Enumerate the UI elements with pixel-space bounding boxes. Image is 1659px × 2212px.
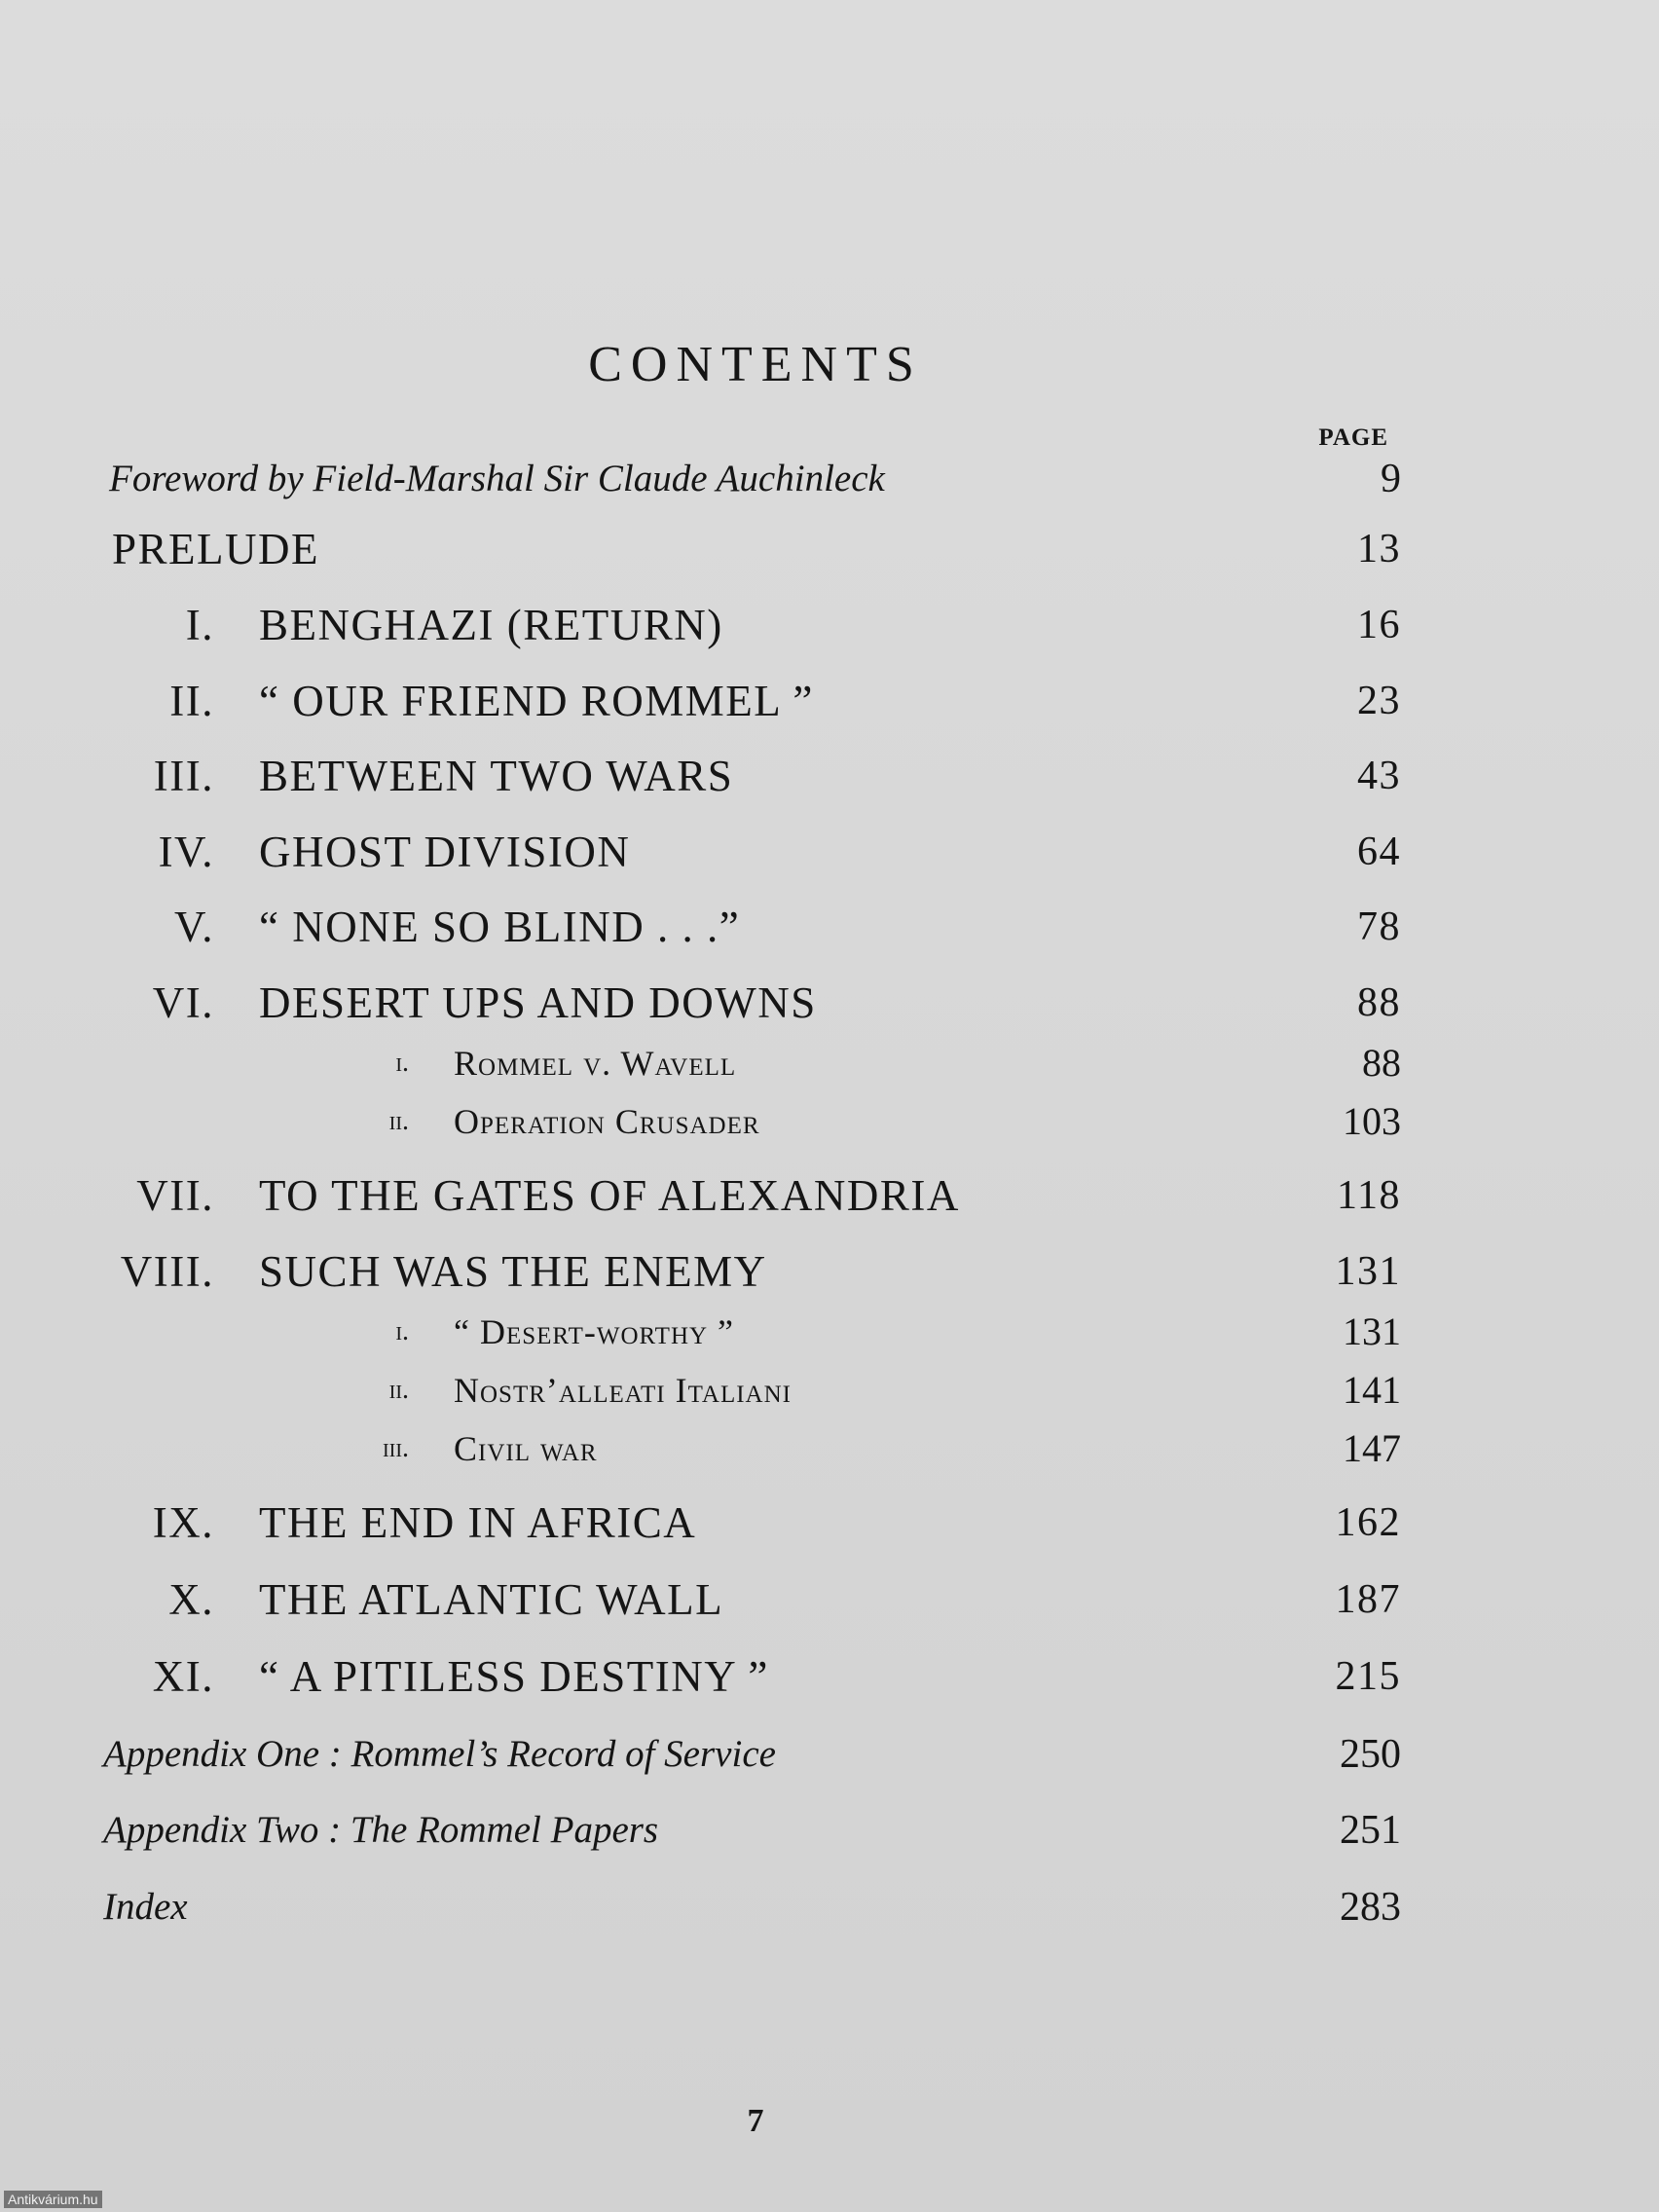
entry-title: “ OUR FRIEND ROMMEL ” (259, 677, 814, 725)
entry-page: 162 (1335, 1500, 1401, 1545)
entry-title: Foreword by Field-Marshal Sir Claude Auchinleck (109, 458, 885, 499)
section-number: i. (395, 1048, 409, 1078)
chapter-number: X. (168, 1575, 214, 1624)
toc-entry-section (0, 1092, 1659, 1151)
chapter-number: II. (169, 677, 214, 725)
chapter-number: XI. (152, 1652, 214, 1701)
entry-page: 187 (1335, 1577, 1401, 1622)
entry-title: BETWEEN TWO WARS (259, 752, 734, 800)
toc-entry-chapter (0, 823, 1659, 881)
entry-page: 13 (1357, 527, 1401, 571)
entry-title: GHOST DIVISION (259, 828, 631, 876)
toc-entry-chapter (0, 1242, 1659, 1301)
chapter-number: VIII. (120, 1247, 214, 1296)
entry-page: 88 (1357, 980, 1401, 1025)
section-number: ii. (388, 1106, 409, 1136)
chapter-number: III. (153, 752, 214, 800)
entry-page: 103 (1343, 1099, 1401, 1143)
entry-page: 9 (1381, 457, 1401, 501)
toc-entry-chapter (0, 747, 1659, 805)
entry-page: 64 (1357, 830, 1401, 874)
entry-title: “ NONE SO BLIND . . .” (259, 903, 741, 951)
entry-page: 16 (1357, 603, 1401, 647)
chapter-number: V. (174, 903, 214, 951)
entry-page: 88 (1362, 1041, 1401, 1085)
toc-entry-chapter (0, 1493, 1659, 1552)
entry-title: Appendix One : Rommel’s Record of Service (103, 1733, 776, 1775)
chapter-number: VI. (152, 978, 214, 1027)
entry-title: Appendix Two : The Rommel Papers (103, 1809, 659, 1851)
entry-page: 215 (1335, 1654, 1401, 1699)
entry-title: SUCH WAS THE ENEMY (259, 1247, 767, 1296)
section-number: i. (395, 1316, 409, 1346)
toc-entry-section (0, 1303, 1659, 1361)
toc-entry-section (0, 1419, 1659, 1478)
entry-title: THE END IN AFRICA (259, 1498, 697, 1547)
entry-page: 43 (1357, 754, 1401, 798)
toc-entry-chapter (0, 596, 1659, 654)
entry-title: Nostr’alleati Italiani (454, 1371, 792, 1410)
chapter-number: IX. (152, 1498, 214, 1547)
entry-title: “ A PITILESS DESTINY ” (259, 1652, 769, 1701)
entry-page: 250 (1340, 1732, 1401, 1777)
toc-entry-appendix-one (0, 1725, 1659, 1784)
section-number: iii. (383, 1433, 409, 1463)
entry-title: BENGHAZI (RETURN) (259, 601, 723, 649)
watermark: Antikvárium.hu (4, 2191, 102, 2208)
entry-page: 283 (1340, 1885, 1401, 1930)
entry-title: THE ATLANTIC WALL (259, 1575, 724, 1624)
toc-entry-prelude (0, 520, 1659, 578)
entry-title: Operation Crusader (454, 1102, 760, 1141)
page-number: 7 (747, 2103, 764, 2139)
entry-title: Rommel v. Wavell (454, 1044, 737, 1083)
entry-page: 78 (1357, 904, 1401, 949)
chapter-number: VII. (136, 1171, 214, 1220)
entry-page: 141 (1343, 1368, 1401, 1412)
entry-title: DESERT UPS AND DOWNS (259, 978, 817, 1027)
entry-title: PRELUDE (112, 525, 319, 573)
toc-entry-section (0, 1361, 1659, 1419)
entry-title: Civil war (454, 1429, 598, 1468)
toc-entry-chapter (0, 898, 1659, 956)
entry-title: TO THE GATES OF ALEXANDRIA (259, 1171, 960, 1220)
section-number: ii. (388, 1375, 409, 1405)
toc-entry-appendix-two (0, 1801, 1659, 1860)
toc-entry-foreword (0, 450, 1659, 508)
toc-entry-chapter (0, 1570, 1659, 1629)
toc-entry-chapter (0, 1647, 1659, 1706)
toc-entry-chapter (0, 672, 1659, 730)
toc-entry-chapter (0, 974, 1659, 1032)
contents-heading: CONTENTS (588, 337, 923, 392)
entry-page: 131 (1343, 1309, 1401, 1353)
entry-page: 251 (1340, 1808, 1401, 1853)
toc-entry-section (0, 1034, 1659, 1092)
entry-page: 131 (1335, 1249, 1401, 1294)
entry-page: 147 (1343, 1426, 1401, 1470)
entry-page: 118 (1337, 1173, 1401, 1218)
entry-page: 23 (1357, 679, 1401, 723)
chapter-number: IV. (158, 828, 214, 876)
page-column-label: PAGE (1318, 424, 1388, 451)
chapter-number: I. (185, 601, 214, 649)
entry-title: Index (103, 1886, 188, 1928)
entry-title: “ Desert-worthy ” (454, 1312, 735, 1351)
toc-entry-index (0, 1878, 1659, 1936)
toc-entry-chapter (0, 1166, 1659, 1225)
